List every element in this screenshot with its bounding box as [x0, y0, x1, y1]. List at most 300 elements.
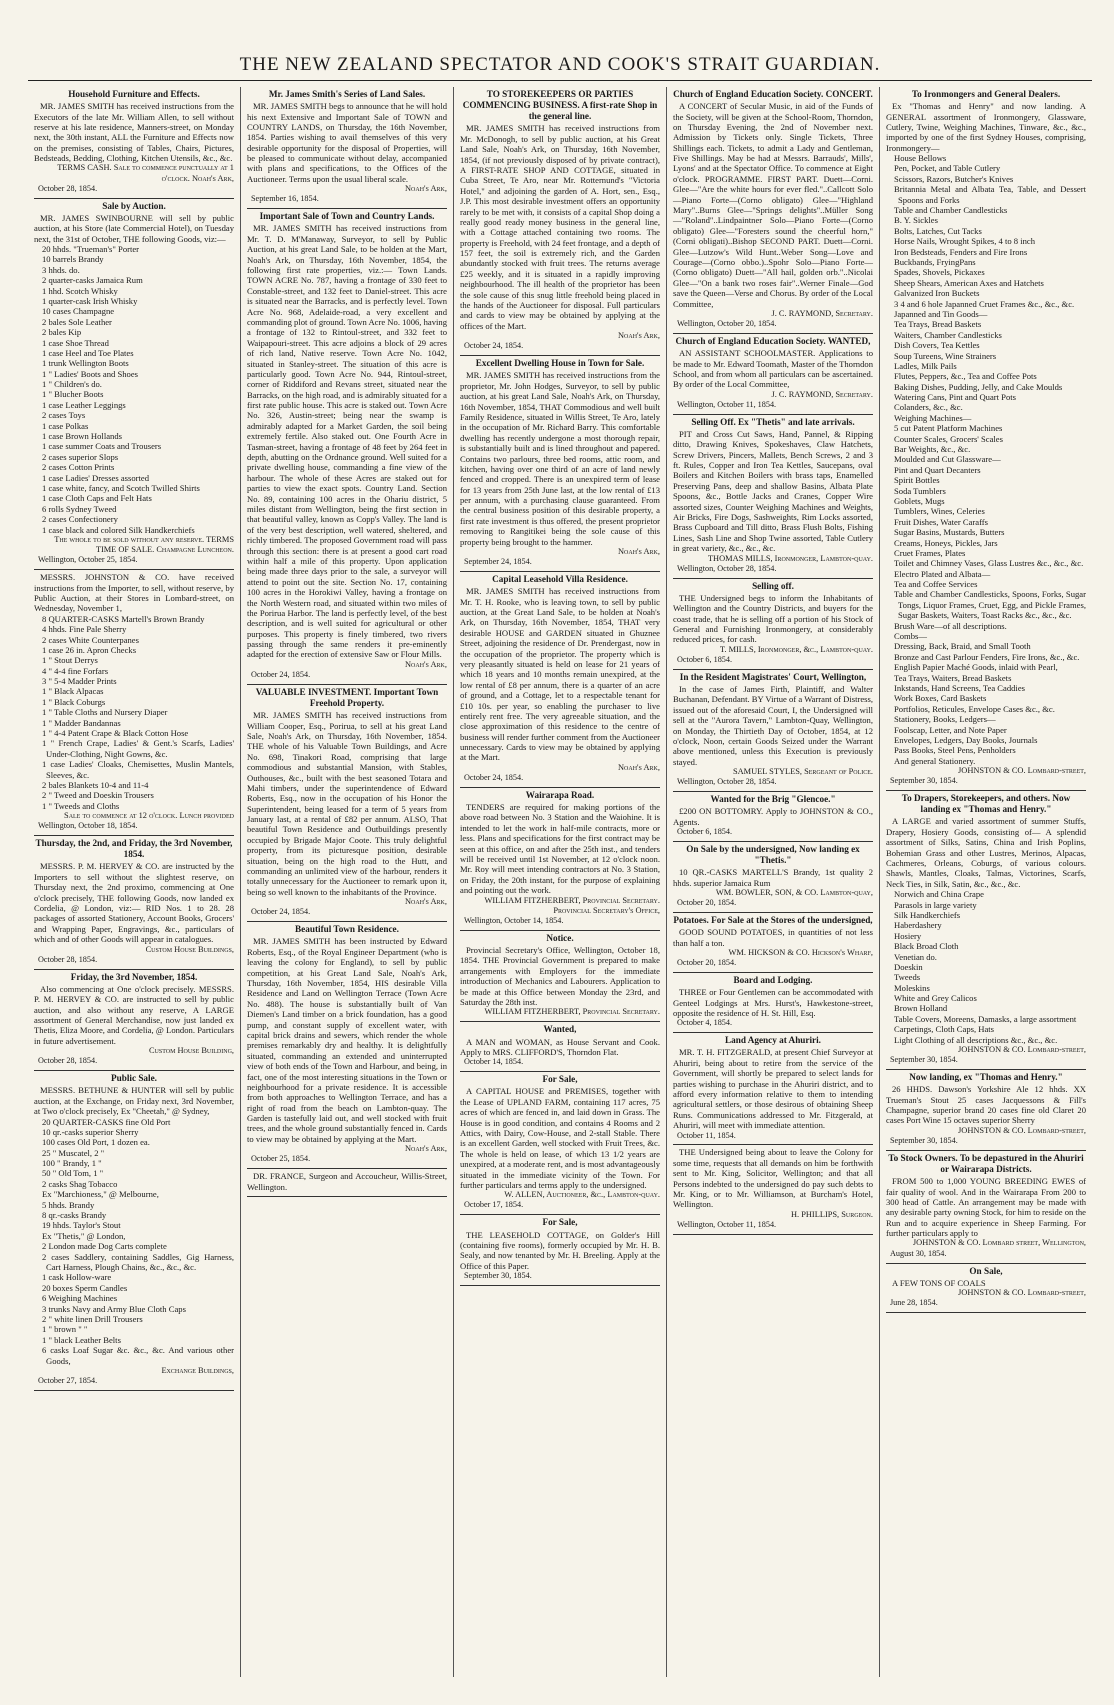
ad-list-item: Tea Trays, Bread Baskets: [894, 319, 982, 330]
ad-date: September 30, 1854.: [464, 1271, 532, 1281]
ad-list-item: 8 qr.-casks Brandy: [42, 1210, 107, 1221]
ad-text: TENDERS are required for making portions of the above road between No. 3 Station and the Waiohine. It is intended to let the work in half-mile contracts, more or less. Plans and specifications for the first contract may be seen at this office, on and after the 25th inst., and tenders will be received until 1st November, at 12 o'clock noon. Mr. Roy will meet intending contractors at No. 3 Station, on Friday, the 20th instant, for the purpose of explaining and pointing out the work.: [460, 802, 660, 896]
column-1: [28, 87, 241, 1677]
ad-list-item: 2 " white linen Drill Trousers: [42, 1313, 143, 1324]
ad-list-item: 1 case Ladies' Dresses assorted: [42, 472, 150, 483]
ad-list-item: 1 " Black Alpacas: [42, 686, 104, 697]
ad-text: A CONCERT of Secular Music, in aid of the Funds of the Society, will be given at the School-Room, Thorndon, on Thursday Evening, the 2nd of November next. Admission by Tickets only. Single Tickets, Three Shillings each. Tickets, to admit a Lady and Gentleman, Five Shillings. May be had at Messrs. Barrauds', Mills', Lyons' and at the Spectator Office. To commence at Eight o'clock. PROGRAMME. FIRST PART. Duett—Corni. Glee—"Are the white hours for ever fled."..Callcott Solo—Piano Forte—(Corno obligato) Glee—"Highland Mary"..Burns Glee—"Springs delights"..Müller Song—"Roland"..Lindpaintner Solo—Piano Forte—(Corno obligato) Glee—"Foresters sound the cheerful horn," (Corni obligati)..Bishop SECOND PART. Duett—Corni. Glee—Lutzow's Wild Hunt..Weber Song—Love and Courage—(Corno obbo.)..Spohr Solo—Piano Forte—(Corno obligato) Duett—"All hail, golden orb."..Nicolai Glee—"On a bank two roses fair"..Werner Finale—God save the Queen—Verse and Chorus. By order of the Local Committee,: [673, 101, 873, 309]
ad-divider: [247, 1196, 447, 1197]
ad-divider: [673, 414, 873, 415]
ad-date: October 25, 1854.: [251, 1154, 311, 1164]
ad-date: October 24, 1854.: [464, 773, 524, 783]
ad-text: MESSRS. JOHNSTON & CO. have received instructions from the Importer, to sell, without reserve, by Public Auction, at their Stores in Lombard-street, on Wednesday, November 1,: [34, 572, 234, 614]
ad-signature: T. MILLS, Ironmonger, &c., Lambton-quay.: [719, 644, 873, 654]
advertisement: [673, 915, 873, 968]
ad-date: September 24, 1854.: [464, 557, 532, 567]
ad-date: October 6, 1854.: [677, 827, 733, 837]
ad-date: October 14, 1854.: [464, 1057, 524, 1067]
column-5: [880, 87, 1092, 1677]
ad-title: For Sale,: [542, 1074, 578, 1085]
ad-signature: Noah's Ark,: [404, 1144, 447, 1154]
ad-signature: Noah's Ark,: [404, 659, 447, 669]
ad-list-item: 1 case Shoe Thread: [42, 337, 109, 348]
ad-list-item: Sugar Basins, Mustards, Butters: [894, 527, 1005, 538]
advertisement: [247, 211, 447, 680]
ad-list-item: Table and Chamber Candlesticks, Spoons, Forks, Sugar Tongs, Liquor Frames, Cruet, Egg, and Pickle Frames, Sugar Baskets, Waiters, Toast Racks &c., &c., &c.: [894, 589, 1086, 621]
ad-list-item: 2 cases Confectionery: [42, 514, 118, 525]
ad-list-item: Cruet Frames, Plates: [894, 547, 966, 558]
ad-divider: [673, 841, 873, 842]
ad-text: Provincial Secretary's Office, Wellington, October 18, 1854. THE Provincial Government is prepared to make arrangements with Employers for the immediate introduction of Mechanics and Labourers. Application to be made at this Office between Monday the 23rd, and Saturday the 28th inst.: [460, 944, 660, 1007]
ad-signature: Noah's Ark,: [617, 331, 660, 341]
ad-list-item: Portfolios, Reticules, Envelope Cases &c., &c.: [894, 703, 1055, 714]
advertisement: [673, 336, 873, 410]
ad-list-item: 19 hhds. Taylor's Stout: [42, 1220, 121, 1231]
ad-title: Wairarapa Road.: [525, 789, 595, 800]
ad-title: Thursday, the 2nd, and Friday, the 3rd November, 1854.: [35, 838, 233, 860]
ad-list-item: 1 case summer Coats and Trousers: [42, 441, 162, 452]
ad-title: Land Agency at Ahuriri.: [725, 1035, 821, 1046]
ad-signature: Noah's Ark,: [404, 184, 447, 194]
ad-text: THE LEASEHOLD COTTAGE, on Golder's Hill (containing five rooms), formerly occupied by Mr. H. B. Sealy, and now tenanted by Mr. H. Breeling. Apply at the Office of this Paper.: [460, 1229, 660, 1271]
column-2: [241, 87, 454, 1677]
ad-divider: [673, 972, 873, 973]
masthead: THE NEW ZEALAND SPECTATOR AND COOK'S STRAIT GUARDIAN.: [28, 50, 1092, 81]
ad-list-item: Ex "Marchioness," @ Melbourne,: [42, 1189, 159, 1200]
ad-list-item: 1 case black and colored Silk Handkerchiefs: [42, 524, 195, 535]
ad-date: Wellington, October 28, 1854.: [677, 563, 777, 573]
advertisement: [34, 201, 234, 565]
ad-list-item: Doeskin: [894, 961, 923, 972]
ad-list-item: Brown Holland: [894, 1003, 948, 1014]
ad-list-item: 2 London made Dog Carts complete: [42, 1241, 167, 1252]
advertisement: [886, 1072, 1086, 1146]
advertisement: [34, 1073, 234, 1386]
ad-date: September 30, 1854.: [890, 776, 958, 786]
ad-list-item: 4 " 4-4 fine Forfars: [42, 665, 109, 676]
ad-date: Wellington, October 14, 1854.: [464, 915, 564, 925]
ad-signature: THOMAS MILLS, Ironmonger, Lambton-quay.: [707, 553, 873, 563]
advertisement: [673, 1035, 873, 1140]
ad-divider: [673, 912, 873, 913]
ad-title: Church of England Education Society. CONCERT.: [673, 89, 873, 99]
ad-divider: [886, 1150, 1086, 1151]
advertisement: [247, 687, 447, 917]
ad-list-item: 20 boxes Sperm Candles: [42, 1282, 128, 1293]
ad-signature: Exchange Buildings,: [161, 1365, 234, 1375]
ad-list-item: 6 rolls Sydney Tweed: [42, 503, 117, 514]
ad-text: 10 QR.-CASKS MARTELL'S Brandy, 1st quality 2 hhds. superior Jamaica Rum: [673, 867, 873, 888]
advertisement: [886, 89, 1086, 786]
ad-text: THE Undersigned begs to inform the Inhabitants of Wellington and the Country Districts, and buyers for the coast trade, that he is selling off a portion of his Stock of General and Furnishing Ironmongery, at considerably reduced prices, for cash.: [673, 592, 873, 645]
ad-text: GOOD SOUND POTATOES, in quantities of not less than half a ton.: [673, 927, 873, 948]
ad-list-item: 2 bales Kip: [42, 327, 82, 338]
ad-text: PIT and Cross Cut Saws, Hand, Pannel, & Ripping ditto, Drawing Knives, Spokeshaves, Claw Hatchets, Screw Drivers, Pincers, Mallets, Bench Screws, 2 and 3 ft. Rules, Copper and Iron Tea Kettles, Saucepans, oval Boilers and Kitchen Boilers with brass taps, Enamelled Preserving Pans, deep and shallow Basins, Albata Plate Spoons, &c., Bottle Jacks and Cranes, Copper Wire assorted sizes, Counter Weighing Machines and Weights, Air Bricks, Fire Dogs, Sashweights, Rim Locks assorted, Brass Cupboard and Till ditto, Brass Flush Bolts, Fishing Lines, Sash Line and Shop Twine assorted, Table Cutlery in great variety, &c., &c., &c.: [673, 428, 873, 554]
ad-list-item: Tumblers, Wines, Celeries: [894, 506, 985, 517]
ad-title: Excellent Dwelling House in Town for Sale.: [475, 358, 645, 369]
ad-list-item: 2 cases Cotton Prints: [42, 462, 115, 473]
ad-title: Wanted for the Brig "Glencoe.": [710, 794, 836, 805]
ad-title: Important Sale of Town and Country Lands.: [259, 211, 435, 222]
ad-list-item: Carpetings, Cloth Caps, Hats: [894, 1024, 995, 1035]
ad-list-item: 6 casks Loaf Sugar &c. &c., &c. And various other Goods,: [42, 1345, 234, 1366]
ad-list-item: 100 " Brandy, 1 ": [42, 1158, 102, 1169]
ad-signature: Custom House Buildings,: [145, 944, 234, 954]
ad-date: Wellington, October 20, 1854.: [677, 319, 777, 329]
ad-text: THREE or Four Gentlemen can be accommodated with Genteel Lodgings at Mrs. Hurst's, Hawkestone-street, opposite the residence of H. St. Hill, Esq.: [673, 987, 873, 1018]
ad-list-item: 1 " Stout Derrys: [42, 655, 98, 666]
ad-list-item: 1 " Black Coburgs: [42, 696, 106, 707]
ad-title: Notice.: [546, 932, 574, 943]
ad-list-item: 1 quarter-cask Irish Whisky: [42, 295, 138, 306]
ad-title: In the Resident Magistrates' Court, Wellington,: [679, 671, 867, 682]
ad-divider: [886, 1312, 1086, 1313]
advertisement: [673, 1147, 873, 1229]
ad-list-item: Fruit Dishes, Water Caraffs: [894, 516, 988, 527]
ad-list-item: 2 " Tweed and Doeskin Trousers: [42, 790, 154, 801]
ad-signature: Custom House Building,: [148, 1046, 234, 1056]
ad-list-item: 2 casks Shag Tobacco: [42, 1178, 118, 1189]
ad-signature: SAMUEL STYLES, Sergeant of Police.: [732, 767, 873, 777]
ad-list-item: 3 " 5-4 Madder Prints: [42, 676, 117, 687]
advertisement: [460, 1074, 660, 1210]
ad-list-item: 1 case white, fancy, and Scotch Twilled Shirts: [42, 482, 200, 493]
advertisement: [34, 572, 234, 831]
ad-text: A FEW TONS OF COALS: [892, 1277, 986, 1288]
ad-list-item: 1 " Blucher Boots: [42, 389, 104, 400]
ad-divider: [673, 791, 873, 792]
ad-list-item: Buckbands, FryingPans: [894, 256, 976, 267]
advertisement: [247, 924, 447, 1164]
ad-list-item: 20 hhds. "Trueman's" Porter: [42, 244, 140, 254]
ad-list-item: 1 case Polkas: [42, 420, 89, 431]
ad-item-list: [886, 889, 1086, 1045]
ad-divider: [886, 1069, 1086, 1070]
advertisement: [673, 672, 873, 787]
ad-divider: [886, 1263, 1086, 1264]
ad-text: A CAPITAL HOUSE and PREMISES, together with the Lease of UPLAND FARM, containing 117 acres, 75 acres of which are fenced in, and laid down in Grass. The House is in good condition, and contains 4 Rooms and 2 Attics, with Dairy, Cow-House, and 2-stall Stable. There is an excellent Garden, well stocked with Fruit Trees, &c. The whole is held on lease, of which 13 1/2 years are unexpired, at a moderate rent, and is most advantageously situated in the immediate vicinity of the Town. For further particulars and terms apply to the undersigned.: [460, 1086, 660, 1190]
ad-title: TO STOREKEEPERS OR PARTIES COMMENCING BUSINESS. A first-rate Shop in the general line.: [462, 89, 658, 122]
ad-list-item: Ladles, Milk Pails: [894, 360, 957, 371]
ad-list-item: Sheep Shears, American Axes and Hatchets: [894, 277, 1044, 288]
ad-date: October 28, 1854.: [38, 954, 98, 964]
ad-date: October 24, 1854.: [251, 670, 311, 680]
ad-list-item: Toilet and Chimney Vases, Glass Lustres &c., &c., &c.: [894, 558, 1084, 569]
ad-date: Wellington, October 11, 1854.: [677, 399, 777, 409]
ad-title: Household Furniture and Effects.: [68, 89, 200, 99]
ad-divider: [460, 1021, 660, 1022]
ad-text: MR. JAMES SMITH has received instructions from Mr. T. H. Rooke, who is leaving town, to sell by public auction, at the Great Land Sale, to be holden at Noah's Ark, on Thursday, 16th November, 1854, THAT very desirable HOUSE and GARDEN situated in Ghuznee Street, adjoining the residence of Dr. Prendergast, now in the occupation of the proprietor. The property which is very pleasantly situated is held on lease for 21 years of which 18 years and 10 months remain unexpired, at the low rental of £8 per annum, there is a quarter of an acre of ground, and a Cottage, let to a respectable tenant for £10 10s. per year, so enabling the purchaser to live entirely rent free. The very agreeable situation, and the close approximation of this residence to the centre of business will render further comment from the Auctioneer unnecessary. Cards to view may be obtained by applying at the Mart.: [460, 586, 660, 763]
ad-title: Sale by Auction.: [102, 200, 166, 211]
ad-text: MR. JAMES SMITH begs to announce that he will hold his next Extensive and Important Sale of TOWN and COUNTRY LANDS, on Thursday, the 16th November, 1854. Parties wishing to avail themselves of this very desirable opportunity for the disposal of Properties, will be pleased to communicate without delay, accompanied with plans and specifications, to the Offices of the Auctioneer. Terms upon the usual liberal scale.: [247, 101, 447, 184]
ad-text: MESSRS. BETHUNE & HUNTER will sell by public auction, at the Exchange, on Friday next, 3rd November, at Two o'clock precisely, Ex "Cheetah," @ Sydney,: [34, 1085, 234, 1117]
ad-list-item: Galvanized Iron Buckets: [894, 288, 980, 299]
ad-title: Potatoes. For Sale at the Stores of the undersigned,: [673, 915, 873, 926]
ad-text: In the case of James Firth, Plaintiff, and Walter Buchanan, Defendant. BY Virtue of a Warrant of Distress, issued out of the aforesaid Court, I, the Undersigned will sell at the "Aurora Tavern," Lambton-Quay, Wellington, on Monday, the Thirtieth Day of October, 1854, at 12 o'clock, Noon, certain Goods Seized under the Warrant above mentioned, unless this Execution is previously stayed.: [673, 683, 873, 767]
advertisement: [886, 793, 1086, 1065]
ad-divider: [460, 930, 660, 931]
ad-signature: Sale to commence at 12 o'clock. Lunch provided: [64, 811, 234, 821]
ad-list-item: 1 trunk Wellington Boots: [42, 358, 129, 369]
ad-title: To Ironmongers and General Dealers.: [911, 89, 1061, 99]
ad-list-item: English Papier Maché Goods, inlaid with Pearl,: [894, 662, 1058, 673]
ad-title: For Sale,: [542, 1217, 578, 1228]
ad-list-item: Baking Dishes, Pudding, Jelly, and Cake Moulds: [894, 381, 1063, 392]
ad-list-item: 20 QUARTER-CASKS fine Old Port: [42, 1116, 171, 1127]
ad-signature: TERMS CASH. Sale to commence punctually at 1 o'clock. Noah's Ark,: [57, 163, 234, 183]
ad-divider: [673, 669, 873, 670]
ad-divider: [673, 1144, 873, 1145]
ad-list-item: Black Broad Cloth: [894, 941, 959, 952]
ad-divider: [34, 1390, 234, 1391]
ad-title: Friday, the 3rd November, 1854.: [70, 971, 198, 982]
ad-list-item: Hosiery: [894, 930, 922, 941]
ad-title: Selling off.: [752, 580, 794, 591]
ad-list-item: Britannia Metal and Albata Tea, Table, and Dessert Spoons and Forks: [894, 184, 1086, 205]
ad-list-item: 1 " Table Cloths and Nursery Diaper: [42, 707, 168, 718]
advertisement: [673, 581, 873, 665]
ad-list-item: 2 cases White Counterpanes: [42, 634, 139, 645]
ad-text: THE Undersigned being about to leave the Colony for some time, requests that all demands on him be forthwith sent to Mr. King, Solicitor, Wellington; and that all Persons indebted to the undersigned do pay such debts to Mr. King, or to Mr. Williamson, at Burcham's Hotel, Wellington.: [673, 1147, 873, 1210]
advertisement: [460, 933, 660, 1018]
ad-signature: The whole to be sold without any reserve. TERMS TIME OF SALE. Champagne Luncheon.: [54, 534, 234, 555]
ad-title: On Sale by the undersigned, Now landing ex "Thetis.": [686, 843, 860, 866]
ad-list-item: 1 case Cloth Caps and Felt Hats: [42, 493, 152, 504]
ad-list-item: Moulded and Cut Glassware—: [894, 454, 1001, 465]
ad-list-item: 3 hhds. do.: [42, 264, 80, 275]
ad-list-item: White and Grey Calicos: [894, 993, 977, 1004]
ad-date: October 28, 1854.: [38, 183, 98, 193]
ad-signature: JOHNSTON & CO. Lombard-street,: [958, 1045, 1086, 1055]
ad-list-item: 1 cask Hollow-ware: [42, 1272, 112, 1283]
ad-list-item: Creams, Honeys, Pickles, Jars: [894, 537, 998, 548]
ad-date: Wellington, October 28, 1854.: [677, 777, 777, 787]
ad-signature: JOHNSTON & CO. Lombard-street,: [958, 1125, 1086, 1135]
ad-date: October 20, 1854.: [677, 898, 737, 908]
ad-divider: [673, 333, 873, 334]
ad-text: MR. JAMES SMITH has received instructions from Mr. McDonogh, to sell by public auction, at his Great Land Sale, Noah's Ark, on Thursday, 16th November, 1854, (if not previously disposed of by private contract), A FIRST-RATE SHOP AND COTTAGE, situated in Cuba Street, Te Aro, near Mr. Rotternund's "Victoria Hotel," and adjoining the garden of A. Hort, sen., Esq., J.P. This most desirable investment offers an opportunity rarely to be met with, it consists of a capital Shop doing a really good ready money business in the general line, with a Cottage attached containing two rooms. The property is Freehold, with 24 feet frontage, and a depth of 157 feet, the soil is extremely rich, and the Garden abundantly stocked with fruit trees. The returns average £25 weekly, and it is situated in a rapidly improving neighbourhood. The ill health of the proprietor has been the sole cause of this snug little freehold being placed in the hands of the Auctioneer for disposal. Full particulars and cards to view may be obtained by applying at the offices of the Mart.: [460, 123, 660, 331]
ad-list-item: Foolscap, Letter, and Note Paper: [894, 724, 1007, 735]
ad-date: October 6, 1854.: [677, 654, 733, 664]
ad-title: Public Sale.: [111, 1073, 157, 1084]
ad-divider: [247, 684, 447, 685]
ad-divider: [247, 1168, 447, 1169]
ad-list-item: Spades, Shovels, Pickaxes: [894, 267, 985, 278]
ad-title: Board and Lodging.: [733, 975, 813, 986]
ad-date: Wellington, October 25, 1854.: [38, 555, 138, 565]
ad-text: MR. JAMES SMITH has received instructions from the Executors of the late Mr. William Allen, to sell without reserve at his late residence, Manners-street, on Monday next, the 30th instant, ALL the Furniture and Effects now on the premises, consisting of Tables, Chairs, Pictures, Bedsteads, Bedding, Clothing, Kitchen Utensils, &c., &c.: [34, 101, 234, 164]
column-3: [454, 87, 667, 1677]
ad-title: VALUABLE INVESTMENT. Important Town Freehold Property.: [255, 686, 439, 709]
ad-date: October 4, 1854.: [677, 1018, 733, 1028]
ad-divider: [460, 1214, 660, 1215]
ad-list-item: 10 barrels Brandy: [42, 254, 104, 265]
ad-text: 26 HHDS. Dawson's Yorkshire Ale 12 hhds. XX Trueman's Stout 25 cases Jacquessons & Fill's Champagne, superior brand 20 cases fine old Claret 20 cases Port Wine 15 octaves superior Sherry: [886, 1084, 1086, 1126]
ad-list-item: 2 quarter-casks Jamaica Rum: [42, 275, 143, 286]
ad-divider: [460, 1285, 660, 1286]
ad-date: October 20, 1854.: [677, 958, 737, 968]
ad-list-item: 1 case Leather Leggings: [42, 399, 126, 410]
ad-item-list: [34, 1117, 234, 1366]
ad-divider: [34, 198, 234, 199]
ad-date: October 24, 1854.: [464, 341, 524, 351]
ad-date: Wellington, October 18, 1854.: [38, 821, 138, 831]
ad-title: To Drapers, Storekeepers, and others. Now landing ex "Thomas and Henry.": [901, 793, 1071, 815]
ad-list-item: Weighing Machines—: [894, 412, 972, 423]
ad-divider: [460, 355, 660, 356]
ad-list-item: 1 hhd. Scotch Whisky: [42, 285, 118, 296]
ad-list-item: Pass Books, Steel Pens, Penholders: [894, 745, 1016, 756]
ad-list-item: 2 cases Toys: [42, 410, 86, 421]
ad-text: Ex "Thomas and Henry" and now landing. A GENERAL assortment of Ironmongery, Glassware, Cutlery, Twine, Weighing Machines, Tinware, &c., &c., imported by one of the first Sydney Houses, comprising, Ironmongery—: [886, 101, 1086, 153]
ad-signature: WM. HICKSON & CO. Hickson's Wharf,: [728, 948, 873, 957]
columns-container: [28, 87, 1092, 1677]
ad-title: To Stock Owners. To be depastured in the Ahuriri or Wairarapa Districts.: [888, 1152, 1084, 1175]
ad-signature: WILLIAM FITZHERBERT, Provincial Secretary. Provincial Secretary's Office,: [484, 895, 660, 915]
ad-list-item: Pen, Pocket, and Table Cutlery: [894, 163, 1001, 174]
ad-text: MR. JAMES SMITH has received instructions from Mr. T. D. M'Manaway, Surveyor, to sell by Public Auction, at his great Land Sale, to be holden at the Mart, Noah's Ark, on Thursday, 16th November, 1854, the following first rate properties, viz.:— Town Lands. TOWN ACRE No. 787, having a frontage of 330 feet to Constable-street, and 132 feet to Daniel-street. This acre is situated near the Barracks, and is perfectly level. Town Acre No. 968, Adelaide-road, a very excellent and commanding plot of ground. Town Acre No. 1006, having a frontage of 132 to Rintoul-street, and 332 feet to Waipapouri-street. This acre adjoins a block of 29 acres of rich land, Native reserve. Town Acre No. 1042, situated in Stanley-street. The situation of this acre is particularly good. Town Acre No. 944, Rintoul-street, corner of Riddiford and Revans street, situated near the Barracks, on the high road, and is admirably situated for a first rate public house. This acre is staked out. Town Acre No. 326, Austin-street; being near the swamp is admirably adapted for a Market Garden, the soil being extremely fertile. Also staked out. One Fourth Acre in Tasman-street, having a frontage of 48 feet by 264 feet in depth, abutting on the Ordnance ground. Well suited for a private dwelling house, commanding a fine view of the harbour. The whole of these Acres are staked out for parties to view the exact spots. Country Land. Section No. 89, containing 100 acres in the Ohariu district, 5 miles distant from Wellington, being the first section in that beautiful valley, known as Copp's Valley. The land is of the very best description, well watered, sheltered, and richly timbered. The proposed Government road will pass through this section: there is at present a good cart road within half a mile of this property. Upon application being made three days prior to the sale, a surveyor will attend to point out the site. Section No. 17, containing 100 acres in the Horokiwi Valley, having a frontage on the North Western road, and situated within two miles of the Porirua Harbor. The land is perfectly level, of the best description, and is well suited for agricultural or other purposes. This property is finely timbered, two rivers passing through the same renders it pre-eminently adapted for the erection of extensive Saw or Flour Mills.: [247, 223, 447, 660]
ad-list-item: 1 case Heel and Toe Plates: [42, 347, 134, 358]
ad-divider: [460, 1071, 660, 1072]
advertisement: [34, 89, 234, 194]
ad-signature: WILLIAM FITZHERBERT, Provincial Secretary.: [484, 1007, 660, 1017]
ad-list-item: B. Y. Sickles: [894, 215, 938, 226]
ad-list-item: Light Clothing of all descriptions &c., &c., &c.: [894, 1034, 1058, 1045]
ad-divider: [247, 208, 447, 209]
ad-date: September 30, 1854.: [890, 1055, 958, 1065]
ad-list-item: House Bellows: [894, 153, 947, 164]
ad-list-item: 1 " brown " ": [42, 1324, 88, 1335]
ad-divider: [886, 790, 1086, 791]
ad-date: October 17, 1854.: [464, 1200, 524, 1210]
ad-date: October 28, 1854.: [38, 1056, 98, 1066]
ad-list-item: Bolts, Latches, Cut Tacks: [894, 225, 982, 236]
ad-list-item: 1 " Tweeds and Cloths: [42, 800, 120, 811]
ad-list-item: Counter Scales, Grocers' Scales: [894, 433, 1003, 444]
ad-signature: J. C. RAYMOND, Secretary.: [771, 308, 873, 318]
ad-list-item: Soup Tureens, Wine Strainers: [894, 350, 997, 361]
ad-signature: J. C. RAYMOND, Secretary.: [771, 389, 873, 399]
ad-list-item: Ex "Thetis," @ London,: [42, 1230, 126, 1241]
ad-list-item: 100 cases Old Port, 1 dozen ea.: [42, 1137, 150, 1148]
ad-text: Also commencing at One o'clock precisely. MESSRS. P. M. HERVEY & CO. are instructed to sell by public auction, and also without any reserve, A LARGE assortment of General Merchandise, now just landed ex Thetis, Eliza Moore, and Cordelia, @ London. Particulars in future advertisement.: [34, 983, 234, 1046]
ad-list-item: Japanned and Tin Goods—: [894, 308, 988, 319]
ad-list-item: 1 " Madder Bandannas: [42, 717, 121, 728]
ad-list-item: And general Stationery.: [894, 755, 976, 766]
ad-list-item: Iron Bedsteads, Fenders and Fire Irons: [894, 246, 1028, 257]
ad-list-item: 1 " black Leather Belts: [42, 1334, 121, 1345]
ad-text: A LARGE and varied assortment of summer Stuffs, Drapery, Hosiery Goods, consisting of— A splendid assortment of Silks, Satins, China and Irish Poplins, Bohemian Grass and other Lustres, Merinos, Alpacas, Cachmeres, Orleans, Coburgs, of various colours. Shawls, Mantles, Cloaks, Talmas, Victorines, Scarfs, Neck Ties, in Silk, Satin, &c., &c., &c.: [886, 816, 1086, 889]
ad-list-item: 2 bales Blankets 10-4 and 11-4: [42, 779, 149, 790]
advertisement: [460, 790, 660, 926]
ad-list-item: Envelopes, Ledgers, Day Books, Journals: [894, 734, 1038, 745]
ad-title: Selling Off. Ex "Thetis" and late arrivals.: [691, 416, 855, 427]
ad-date: September 30, 1854.: [890, 1135, 958, 1145]
ad-text: £200 ON BOTTOMRY. Apply to JOHNSTON & CO., Agents.: [673, 806, 873, 827]
ad-title: Mr. James Smith's Series of Land Sales.: [268, 89, 426, 99]
advertisement: [886, 1266, 1086, 1309]
ad-list-item: 8 QUARTER-CASKS Martell's Brown Brandy: [42, 613, 205, 624]
ad-text: FROM 500 to 1,000 YOUNG BREEDING EWES of fair quality of wool. And in the Wairarapa From 200 to 300 head of Cattle. An arrangement may be made with any desirable party owning Stock, for him to reside on the Run and to acquire experience in Sheep Farming. For further particulars apply to: [886, 1176, 1086, 1239]
ad-list-item: Moleskins: [894, 982, 930, 993]
ad-divider: [673, 1032, 873, 1033]
ad-list-item: 2 cases superior Slops: [42, 451, 119, 462]
ad-date: October 27, 1854.: [38, 1376, 98, 1386]
ad-divider: [673, 578, 873, 579]
ad-list-item: 10 cases Champagne: [42, 306, 115, 317]
ad-title: Beautiful Town Residence.: [295, 924, 399, 935]
ad-list-item: 1 case Brown Hollands: [42, 431, 122, 442]
advertisement: [886, 1153, 1086, 1259]
ad-list-item: Bronze and Cast Parlour Fenders, Fire Irons, &c., &c.: [894, 651, 1080, 662]
ad-list-item: 6 Weighing Machines: [42, 1293, 118, 1304]
advertisement: [673, 794, 873, 837]
ad-date: June 28, 1854.: [890, 1298, 938, 1308]
ad-date: September 16, 1854.: [251, 194, 319, 204]
ad-list-item: 3 trunks Navy and Army Blue Cloth Caps: [42, 1303, 186, 1314]
ad-date: August 30, 1854.: [890, 1248, 947, 1258]
ad-signature: H. PHILLIPS, Surgeon.: [790, 1209, 873, 1219]
ad-date: October 24, 1854.: [251, 907, 311, 917]
ad-list-item: Work Boxes, Card Baskets: [894, 693, 987, 704]
ad-divider: [34, 969, 234, 970]
ad-list-item: Flutes, Peppers, &c., Tea and Coffee Pots: [894, 371, 1037, 382]
ad-signature: JOHNSTON & CO. Lombard-street,: [958, 1288, 1086, 1298]
ad-text: MR. JAMES SMITH has received instructions from the proprietor, Mr. John Hodges, Surveyor, to sell by public auction, at his great Land Sale, Noah's Ark, on Thursday, 16th November, 1854, THAT Commodious and well built Family Residence, situated in Willis Street, Te Aro, lately in the occupation of Mr. Richard Barry. This comfortable dwelling has recently undergone a most thorough repair, is substantially built and is lined throughout and papered. Contains two parlours, three bed rooms, attic room, and kitchen, having over one third of an acre of land newly fenced and cropped. There is an unexpired term of lease for 13 years from 25th June last, at the low rental of £13 per annum, with a purchasing clause guaranteed. From the central business position of this desirable property, a first rate investment is thus offered, the present proprietor removing to Rangitikei being the sole cause of this property being brought to the hammer.: [460, 370, 660, 547]
ad-list-item: Parasols in large variety: [894, 899, 977, 910]
ad-divider: [34, 569, 234, 570]
ad-list-item: Tea Trays, Waiters, Bread Baskets: [894, 672, 1012, 683]
ad-divider: [460, 787, 660, 788]
ad-list-item: Combs—: [894, 631, 927, 642]
ad-list-item: 1 " Children's do.: [42, 379, 102, 390]
ad-divider: [673, 1234, 873, 1235]
ad-text: MESSRS. P. M. HERVEY & CO. are instructed by the Importers to sell without the slightest reserve, on Thursday next, the 2nd proximo, commencing at One o'clock precisely, THE following Goods, now landed ex Cordelia, @ London, viz:— RID Nos. 1 to 28. 28 packages of assorted Stationery, Account Books, Grocers' and Wrapping Paper, Engravings, &c., particulars of which and of other Goods will appear in catalogues.: [34, 861, 234, 945]
ad-list-item: 4 hhds. Fine Pale Sherry: [42, 624, 127, 635]
ad-title: Wanted,: [543, 1024, 577, 1035]
ad-divider: [460, 571, 660, 572]
ad-divider: [34, 835, 234, 836]
advertisement: [34, 838, 234, 964]
ad-list-item: Goblets, Mugs: [894, 495, 945, 506]
ad-date: Wellington, October 11, 1854.: [677, 1219, 777, 1229]
ad-list-item: Horse Nails, Wrought Spikes, 4 to 8 inch: [894, 236, 1036, 247]
ad-list-item: 2 bales Sole Leather: [42, 316, 112, 327]
ad-signature: Noah's Ark,: [404, 897, 447, 907]
ad-list-item: Tea and Coffee Services: [894, 579, 978, 590]
ad-text: MR. JAMES SWINBOURNE will sell by public auction, at his Store (late Commercial Hotel), on Tuesday next, the 31st of October, THE following Goods, viz:—: [34, 212, 234, 244]
ad-list-item: 1 " 4-4 Patent Crape & Black Cotton Hose: [42, 728, 189, 739]
ad-list-item: Tweeds: [894, 972, 921, 983]
ad-text: A MAN and WOMAN, as House Servant and Cook. Apply to MRS. CLIFFORD'S, Thorndon Flat.: [460, 1036, 660, 1057]
ad-divider: [34, 1070, 234, 1071]
ad-text: DR. FRANCE, Surgeon and Accoucheur, Willis-Street, Wellington.: [247, 1171, 447, 1192]
advertisement: [460, 1217, 660, 1281]
ad-text: MR. T. H. FITZGERALD, at present Chief Surveyor at Ahuriri, being about to retire from the service of the Government, will shortly be prepared to select lands for parties wishing to purchase in the Ahuriri district, and to afford every information relative to them to intending agricultural settlers, or those desirous of obtaining Sheep Runs. Communications addressed to Mr. Fitzgerald, at Ahuriri, will meet with immediate attention.: [673, 1047, 873, 1131]
ad-list-item: 50 " Old Tom, 1 ": [42, 1168, 104, 1179]
ad-list-item: Venetian do.: [894, 951, 937, 962]
ad-list-item: Norwich and China Crape: [894, 889, 984, 900]
advertisement: [673, 89, 873, 329]
ad-list-item: 5 hhds. Brandy: [42, 1199, 95, 1210]
advertisement: [247, 89, 447, 204]
ad-text: AN ASSISTANT SCHOOLMASTER. Applications to be made to Mr. Edward Toomath, Master of the Thorndon School, and from whom all particulars can be ascertained. By order of the Local Committee,: [673, 348, 873, 390]
ad-list-item: 1 case 26 in. Apron Checks: [42, 644, 137, 655]
ad-list-item: Inkstands, Hand Screens, Tea Caddies: [894, 683, 1025, 693]
ad-signature: JOHNSTON & CO. Lombard street, Wellington,: [912, 1238, 1086, 1248]
ad-signature: Noah's Ark,: [617, 547, 660, 557]
ad-list-item: Table Covers, Moreens, Damasks, a large assortment: [894, 1013, 1077, 1024]
